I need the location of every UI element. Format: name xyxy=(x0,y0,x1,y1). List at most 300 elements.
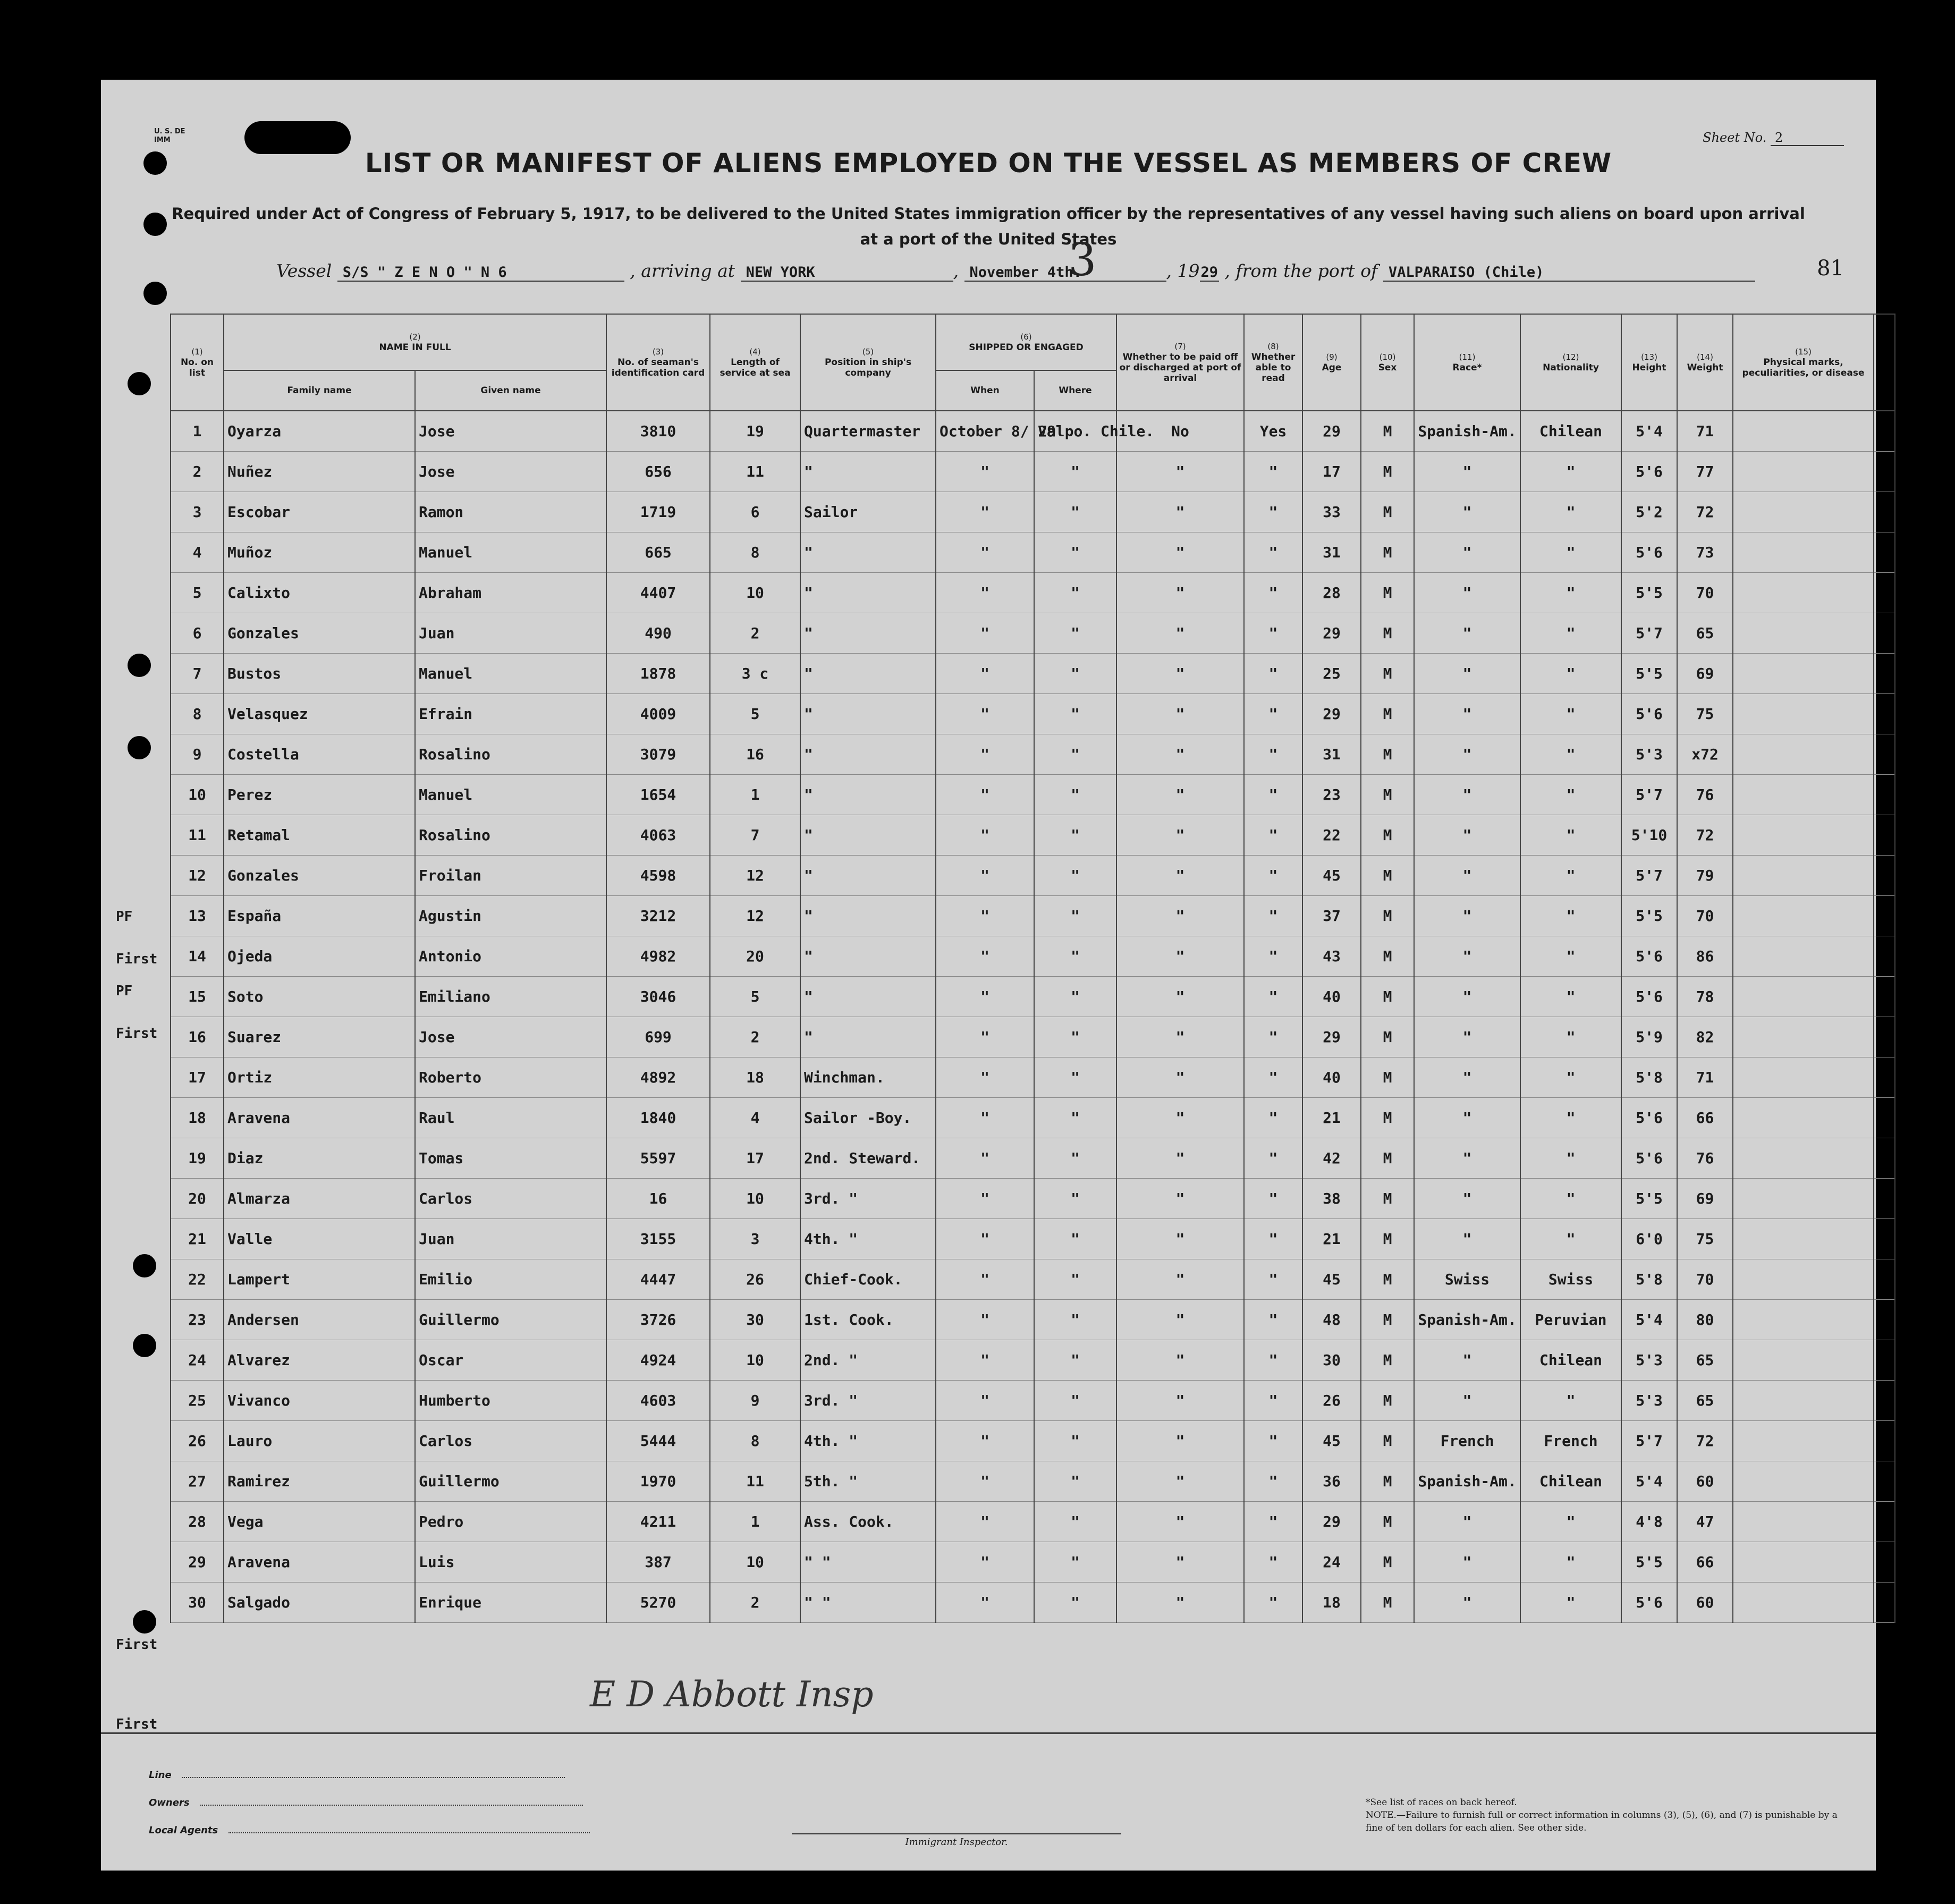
cell-no: 7 xyxy=(171,654,224,694)
cell-weight: 76 xyxy=(1677,775,1733,815)
cell-when: " xyxy=(936,654,1034,694)
cell-sex: M xyxy=(1361,1057,1414,1098)
cell-weight: 70 xyxy=(1677,1259,1733,1300)
cell-paid: " xyxy=(1116,1461,1244,1502)
cell-nat: " xyxy=(1520,775,1621,815)
cell-where: " xyxy=(1034,532,1116,573)
cell-race: Spanish-Am. xyxy=(1414,1461,1520,1502)
cell-sex: M xyxy=(1361,654,1414,694)
cell-paid: " xyxy=(1116,775,1244,815)
from-port-label: , from the port of xyxy=(1224,260,1378,281)
cell-service: 2 xyxy=(710,1017,800,1057)
cell-when: " xyxy=(936,775,1034,815)
cell-where: " xyxy=(1034,1219,1116,1259)
cell-when: " xyxy=(936,1017,1034,1057)
cell-service: 20 xyxy=(710,936,800,977)
cell-when: " xyxy=(936,1542,1034,1583)
footer-divider xyxy=(101,1732,1876,1734)
col-given-name: Given name xyxy=(415,370,606,411)
vessel-line: Vessel S/S " Z E N O " N 6 , arriving at NEW YORK , November 4th. , 1929 , from the port of VALPARAISO (Chile) xyxy=(276,260,1755,282)
table-row xyxy=(171,492,1895,532)
cell-no: 17 xyxy=(171,1057,224,1098)
cell-nat: " xyxy=(1520,734,1621,775)
cell-no: 11 xyxy=(171,815,224,856)
cell-empty xyxy=(1874,1542,1895,1583)
table-row xyxy=(171,1057,1895,1098)
cell-no: 28 xyxy=(171,1502,224,1542)
cell-paid: " xyxy=(1116,936,1244,977)
col-physical xyxy=(1733,314,1874,411)
cell-position: 4th. " xyxy=(800,1421,936,1461)
cell-empty xyxy=(1733,1542,1874,1583)
cell-position: 5th. " xyxy=(800,1461,936,1502)
table-row xyxy=(171,613,1895,654)
col-paid-number: (7) xyxy=(1174,342,1186,351)
cell-height: 5'6 xyxy=(1621,1098,1677,1138)
cell-race: " xyxy=(1414,1138,1520,1179)
cell-service: 10 xyxy=(710,1542,800,1583)
cell-when: " xyxy=(936,1138,1034,1179)
cell-empty xyxy=(1874,977,1895,1017)
cell-given: Pedro xyxy=(415,1502,606,1542)
cell-service: 26 xyxy=(710,1259,800,1300)
cell-given: Carlos xyxy=(415,1179,606,1219)
table-row xyxy=(171,411,1895,452)
cell-position: " xyxy=(800,654,936,694)
cell-weight: 86 xyxy=(1677,936,1733,977)
punch-hole xyxy=(128,736,151,759)
cell-id: 1878 xyxy=(606,654,710,694)
cell-family: Vega xyxy=(224,1502,415,1542)
cell-race: " xyxy=(1414,573,1520,613)
cell-id: 1970 xyxy=(606,1461,710,1502)
cell-id: 4924 xyxy=(606,1340,710,1381)
cell-family: Ortiz xyxy=(224,1057,415,1098)
cell-service: 9 xyxy=(710,1381,800,1421)
cell-height: 5'6 xyxy=(1621,532,1677,573)
cell-paid: " xyxy=(1116,654,1244,694)
cell-id: 5444 xyxy=(606,1421,710,1461)
cell-position: Sailor xyxy=(800,492,936,532)
cell-age: 36 xyxy=(1302,1461,1361,1502)
cell-empty xyxy=(1874,1421,1895,1461)
cell-sex: M xyxy=(1361,977,1414,1017)
cell-empty xyxy=(1733,411,1874,452)
cell-id: 1840 xyxy=(606,1098,710,1138)
cell-no: 20 xyxy=(171,1179,224,1219)
cell-age: 26 xyxy=(1302,1381,1361,1421)
col-paid-label: Whether to be paid off or discharged at port of arrival xyxy=(1119,352,1241,384)
cell-empty xyxy=(1733,694,1874,734)
cell-no: 30 xyxy=(171,1583,224,1623)
cell-position: Quartermaster xyxy=(800,411,936,452)
cell-given: Jose xyxy=(415,1017,606,1057)
cell-sex: M xyxy=(1361,734,1414,775)
cell-given: Manuel xyxy=(415,775,606,815)
cell-height: 5'5 xyxy=(1621,1542,1677,1583)
table-row xyxy=(171,856,1895,896)
cell-service: 16 xyxy=(710,734,800,775)
agency-stamp-line-1: U. S. DE xyxy=(154,128,185,136)
cell-family: Salgado xyxy=(224,1583,415,1623)
cell-when: " xyxy=(936,815,1034,856)
cell-age: 43 xyxy=(1302,936,1361,977)
cell-empty xyxy=(1874,532,1895,573)
cell-nat: " xyxy=(1520,694,1621,734)
cell-empty xyxy=(1874,896,1895,936)
cell-empty xyxy=(1733,896,1874,936)
owners-label: Owners xyxy=(149,1797,190,1808)
cell-family: España xyxy=(224,896,415,936)
col-service xyxy=(710,314,800,411)
cell-family: Oyarza xyxy=(224,411,415,452)
cell-age: 48 xyxy=(1302,1300,1361,1340)
cell-where: " xyxy=(1034,1138,1116,1179)
table-row xyxy=(171,1138,1895,1179)
cell-given: Jose xyxy=(415,411,606,452)
line-label: Line xyxy=(149,1770,172,1781)
cell-service: 10 xyxy=(710,573,800,613)
cell-paid: " xyxy=(1116,734,1244,775)
cell-race: " xyxy=(1414,1219,1520,1259)
cell-read: " xyxy=(1244,613,1302,654)
punch-hole xyxy=(128,654,151,677)
cell-id: 656 xyxy=(606,452,710,492)
table-row xyxy=(171,1381,1895,1421)
cell-empty xyxy=(1733,856,1874,896)
cell-position: " xyxy=(800,815,936,856)
cell-age: 25 xyxy=(1302,654,1361,694)
col-sex-label: Sex xyxy=(1378,362,1397,373)
departure-port: VALPARAISO (Chile) xyxy=(1383,264,1755,282)
col-height xyxy=(1621,314,1677,411)
punch-hole xyxy=(128,372,151,395)
cell-where: " xyxy=(1034,977,1116,1017)
punch-hole xyxy=(143,213,167,236)
cell-position: " xyxy=(800,896,936,936)
table-row xyxy=(171,573,1895,613)
cell-height: 5'4 xyxy=(1621,411,1677,452)
col-read xyxy=(1244,314,1302,411)
cell-service: 1 xyxy=(710,1502,800,1542)
table-row xyxy=(171,775,1895,815)
cell-empty xyxy=(1874,492,1895,532)
cell-family: Perez xyxy=(224,775,415,815)
cell-id: 4603 xyxy=(606,1381,710,1421)
cell-weight: 70 xyxy=(1677,573,1733,613)
col-service-label: Length of service at sea xyxy=(720,357,791,378)
cell-no: 25 xyxy=(171,1381,224,1421)
cell-where: " xyxy=(1034,1421,1116,1461)
cell-id: 3155 xyxy=(606,1219,710,1259)
cell-empty xyxy=(1733,613,1874,654)
cell-weight: 72 xyxy=(1677,492,1733,532)
cell-family: Gonzales xyxy=(224,856,415,896)
cell-height: 5'8 xyxy=(1621,1259,1677,1300)
cell-id: 5270 xyxy=(606,1583,710,1623)
cell-given: Carlos xyxy=(415,1421,606,1461)
cell-age: 29 xyxy=(1302,613,1361,654)
cell-weight: 65 xyxy=(1677,1340,1733,1381)
cell-weight: 65 xyxy=(1677,1381,1733,1421)
cell-no: 14 xyxy=(171,936,224,977)
cell-paid: " xyxy=(1116,1179,1244,1219)
col-name-label: NAME IN FULL xyxy=(379,342,451,353)
cell-read: Yes xyxy=(1244,411,1302,452)
cell-empty xyxy=(1733,1098,1874,1138)
cell-read: " xyxy=(1244,1259,1302,1300)
cell-service: 11 xyxy=(710,452,800,492)
cell-when: " xyxy=(936,734,1034,775)
cell-where: " xyxy=(1034,492,1116,532)
arrival-port: NEW YORK xyxy=(741,264,953,282)
note-races: *See list of races on back hereof. xyxy=(1366,1797,1517,1808)
cell-paid: " xyxy=(1116,1017,1244,1057)
cell-weight: 60 xyxy=(1677,1461,1733,1502)
cell-no: 10 xyxy=(171,775,224,815)
cell-when: " xyxy=(936,1421,1034,1461)
cell-sex: M xyxy=(1361,1381,1414,1421)
table-row xyxy=(171,1461,1895,1502)
cell-given: Guillermo xyxy=(415,1461,606,1502)
arriving-label: , arriving at xyxy=(630,260,735,281)
cell-where: " xyxy=(1034,1583,1116,1623)
cell-family: Andersen xyxy=(224,1300,415,1340)
cell-given: Raul xyxy=(415,1098,606,1138)
cell-service: 2 xyxy=(710,613,800,654)
cell-family: Escobar xyxy=(224,492,415,532)
sheet-number xyxy=(1703,130,1844,146)
cell-nat: " xyxy=(1520,936,1621,977)
cell-nat: " xyxy=(1520,856,1621,896)
cell-empty xyxy=(1874,1179,1895,1219)
cell-family: Soto xyxy=(224,977,415,1017)
cell-family: Calixto xyxy=(224,573,415,613)
cell-where: " xyxy=(1034,775,1116,815)
cell-where: " xyxy=(1034,1502,1116,1542)
margin-note-pf: PF xyxy=(116,983,133,999)
vessel-label: Vessel xyxy=(276,260,332,281)
cell-read: " xyxy=(1244,815,1302,856)
cell-weight: 80 xyxy=(1677,1300,1733,1340)
cell-service: 12 xyxy=(710,856,800,896)
cell-empty xyxy=(1733,1340,1874,1381)
cell-nat: Peruvian xyxy=(1520,1300,1621,1340)
cell-no: 24 xyxy=(171,1340,224,1381)
cell-empty xyxy=(1874,1017,1895,1057)
cell-empty xyxy=(1874,1259,1895,1300)
cell-empty xyxy=(1874,1098,1895,1138)
cell-position: 3rd. " xyxy=(800,1179,936,1219)
cell-height: 5'6 xyxy=(1621,936,1677,977)
punch-hole xyxy=(133,1254,156,1277)
cell-paid: " xyxy=(1116,1502,1244,1542)
cell-where: " xyxy=(1034,936,1116,977)
cell-position: " xyxy=(800,452,936,492)
margin-note-first: First xyxy=(116,1716,158,1732)
cell-empty xyxy=(1874,775,1895,815)
cell-given: Rosalino xyxy=(415,815,606,856)
cell-service: 18 xyxy=(710,1057,800,1098)
cell-sex: M xyxy=(1361,1098,1414,1138)
cell-empty xyxy=(1874,936,1895,977)
cell-where: " xyxy=(1034,1098,1116,1138)
year-prefix: , 19 xyxy=(1166,260,1200,281)
cell-race: " xyxy=(1414,977,1520,1017)
cell-age: 31 xyxy=(1302,532,1361,573)
cell-id: 665 xyxy=(606,532,710,573)
cell-position: " xyxy=(800,734,936,775)
table-row xyxy=(171,452,1895,492)
cell-sex: M xyxy=(1361,411,1414,452)
cell-race: " xyxy=(1414,775,1520,815)
cell-age: 45 xyxy=(1302,1421,1361,1461)
page-number: 81 xyxy=(1817,256,1844,281)
page-title: LIST OR MANIFEST OF ALIENS EMPLOYED ON THE VESSEL AS MEMBERS OF CREW xyxy=(365,148,1612,179)
col-position-label: Position in ship's company xyxy=(824,357,912,378)
cell-read: " xyxy=(1244,1098,1302,1138)
cell-race: " xyxy=(1414,936,1520,977)
cell-read: " xyxy=(1244,654,1302,694)
cell-empty xyxy=(1733,1179,1874,1219)
cell-empty xyxy=(1874,1057,1895,1098)
cell-id: 1654 xyxy=(606,775,710,815)
cell-family: Retamal xyxy=(224,815,415,856)
cell-paid: " xyxy=(1116,492,1244,532)
cell-given: Ramon xyxy=(415,492,606,532)
table-row xyxy=(171,1340,1895,1381)
cell-sex: M xyxy=(1361,815,1414,856)
cell-given: Oscar xyxy=(415,1340,606,1381)
cell-service: 3 xyxy=(710,1219,800,1259)
punch-hole xyxy=(133,1334,156,1357)
cell-empty xyxy=(1874,815,1895,856)
cell-given: Roberto xyxy=(415,1057,606,1098)
sheet-number-label: Sheet No. xyxy=(1703,130,1767,145)
cell-no: 15 xyxy=(171,977,224,1017)
cell-race: " xyxy=(1414,654,1520,694)
cell-sex: M xyxy=(1361,1017,1414,1057)
cell-position: Chief-Cook. xyxy=(800,1259,936,1300)
cell-race: " xyxy=(1414,896,1520,936)
cell-where: " xyxy=(1034,856,1116,896)
arrival-year: 29 xyxy=(1200,264,1218,281)
cell-age: 33 xyxy=(1302,492,1361,532)
sheet-number-value: 2 xyxy=(1771,130,1844,146)
cell-weight: 75 xyxy=(1677,694,1733,734)
manifest-sheet xyxy=(101,80,1876,1871)
cell-race: Spanish-Am. xyxy=(1414,411,1520,452)
cell-nat: Chilean xyxy=(1520,1340,1621,1381)
cell-id: 4407 xyxy=(606,573,710,613)
cell-service: 4 xyxy=(710,1098,800,1138)
cell-height: 5'6 xyxy=(1621,452,1677,492)
cell-height: 5'3 xyxy=(1621,1381,1677,1421)
cell-position: " xyxy=(800,1017,936,1057)
cell-family: Bustos xyxy=(224,654,415,694)
cell-when: " xyxy=(936,532,1034,573)
cell-read: " xyxy=(1244,1300,1302,1340)
cell-sex: M xyxy=(1361,613,1414,654)
cell-read: " xyxy=(1244,1057,1302,1098)
cell-sex: M xyxy=(1361,1219,1414,1259)
cell-service: 6 xyxy=(710,492,800,532)
cell-family: Diaz xyxy=(224,1138,415,1179)
cell-where: " xyxy=(1034,1179,1116,1219)
cell-position: " xyxy=(800,532,936,573)
cell-when: " xyxy=(936,1502,1034,1542)
cell-height: 4'8 xyxy=(1621,1502,1677,1542)
cell-no: 18 xyxy=(171,1098,224,1138)
cell-id: 3046 xyxy=(606,977,710,1017)
cell-empty xyxy=(1733,452,1874,492)
cell-no: 8 xyxy=(171,694,224,734)
cell-given: Guillermo xyxy=(415,1300,606,1340)
cell-nat: " xyxy=(1520,532,1621,573)
cell-position: Ass. Cook. xyxy=(800,1502,936,1542)
cell-empty xyxy=(1733,815,1874,856)
cell-when: " xyxy=(936,1461,1034,1502)
table-row xyxy=(171,1421,1895,1461)
cell-where: " xyxy=(1034,573,1116,613)
cell-race: " xyxy=(1414,734,1520,775)
page-subtitle: Required under Act of Congress of February 5, 1917, to be delivered to the United States immigration officer by the representatives of any vessel having such aliens on board upon arrival at a port of the United States xyxy=(172,205,1805,248)
cell-age: 29 xyxy=(1302,694,1361,734)
cell-service: 10 xyxy=(710,1179,800,1219)
cell-paid: " xyxy=(1116,452,1244,492)
footer-notes xyxy=(1366,1796,1844,1834)
cell-paid: " xyxy=(1116,1057,1244,1098)
cell-family: Ramirez xyxy=(224,1461,415,1502)
table-row xyxy=(171,1098,1895,1138)
cell-family: Gonzales xyxy=(224,613,415,654)
cell-paid: " xyxy=(1116,613,1244,654)
cell-nat: " xyxy=(1520,1542,1621,1583)
cell-height: 5'6 xyxy=(1621,1138,1677,1179)
cell-paid: " xyxy=(1116,1300,1244,1340)
cell-paid: " xyxy=(1116,977,1244,1017)
cell-race: French xyxy=(1414,1421,1520,1461)
cell-race: " xyxy=(1414,856,1520,896)
cell-where: " xyxy=(1034,1461,1116,1502)
cell-given: Humberto xyxy=(415,1381,606,1421)
col-age xyxy=(1302,314,1361,411)
cell-age: 29 xyxy=(1302,1017,1361,1057)
vessel-name: S/S " Z E N O " N 6 xyxy=(337,264,624,282)
punch-hole xyxy=(143,282,167,305)
cell-age: 40 xyxy=(1302,1057,1361,1098)
cell-empty xyxy=(1874,613,1895,654)
cell-where: " xyxy=(1034,1542,1116,1583)
cell-weight: 73 xyxy=(1677,532,1733,573)
cell-empty xyxy=(1733,1421,1874,1461)
cell-sex: M xyxy=(1361,532,1414,573)
cell-position: 4th. " xyxy=(800,1219,936,1259)
col-nationality-label: Nationality xyxy=(1543,362,1599,373)
cell-age: 22 xyxy=(1302,815,1361,856)
cell-empty xyxy=(1733,1057,1874,1098)
cell-when: " xyxy=(936,1259,1034,1300)
cell-sex: M xyxy=(1361,775,1414,815)
cell-where: " xyxy=(1034,452,1116,492)
table-row xyxy=(171,734,1895,775)
table-row xyxy=(171,532,1895,573)
cell-sex: M xyxy=(1361,1340,1414,1381)
cell-where: " xyxy=(1034,896,1116,936)
cell-service: 1 xyxy=(710,775,800,815)
cell-no: 5 xyxy=(171,573,224,613)
cell-id: 4982 xyxy=(606,936,710,977)
